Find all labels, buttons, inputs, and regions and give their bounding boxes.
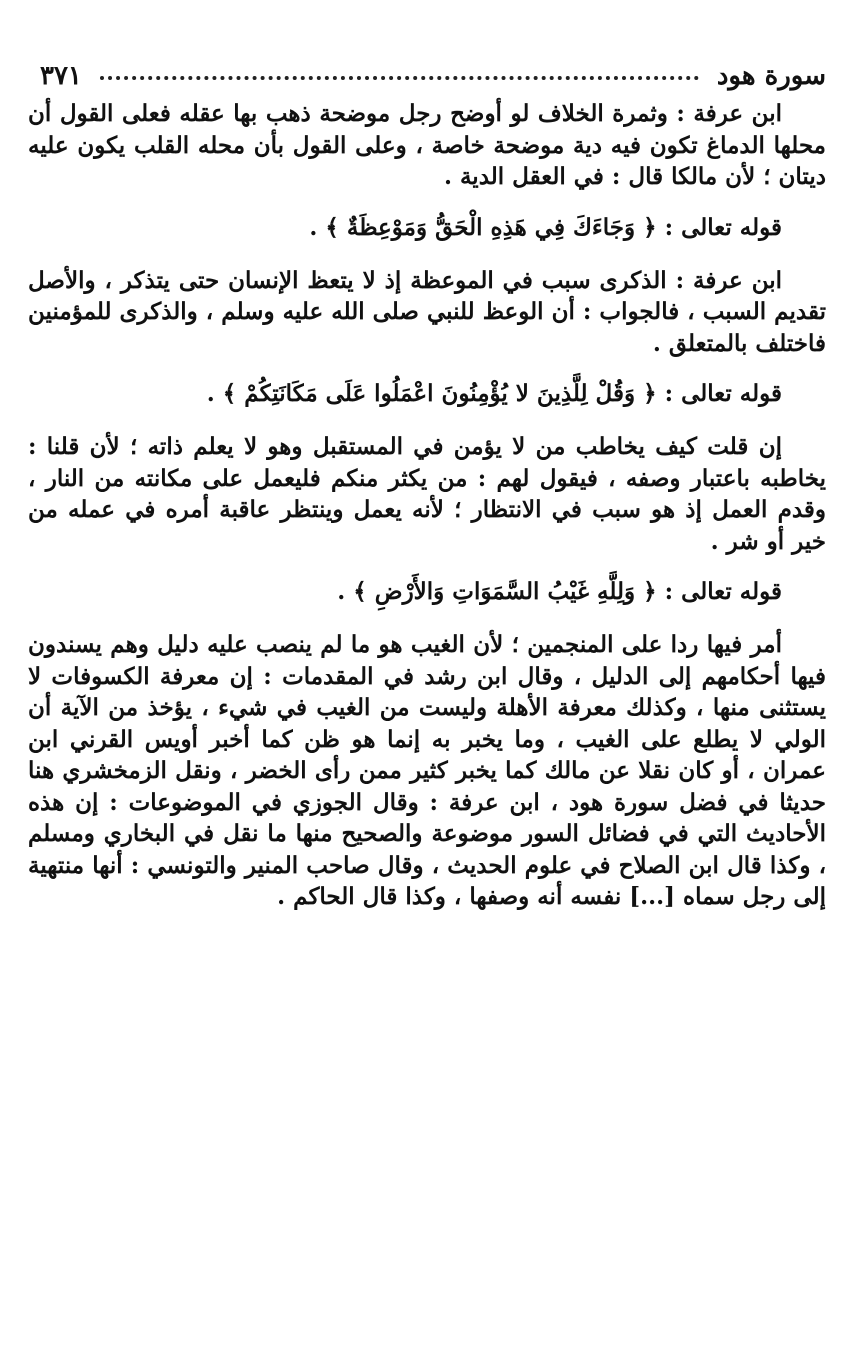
commentary-paragraph: ابن عرفة : الذكرى سبب في الموعظة إذ لا يتعظ الإنسان حتى يتذكر ، والأصل تقديم السبب ، فالجواب : أن الوعظ للنبي صلى الله عليه وسلم ، والذكرى للمؤمنين فاختلف بالمتعلق . [28,266,826,357]
page-body [28,98,826,913]
quran-verse: وَلِلَّهِ غَيْبُ السَّمَوَاتِ وَالأَرْضِ [374,578,636,605]
commentary-paragraph: إن قلت كيف يخاطب من لا يؤمن في المستقبل وهو لا يعلم ذاته ؛ لأن قلنا : يخاطبه باعتبار وصفه ، فيقول لهم : من يكثر منكم فليعمل على مكانته من النار ، وقدم العمل إذ هو سبب في الانتظار ؛ لأنه يعمل وينتظر عاقبة أمره في عمله من خير أو شر . [28,433,826,555]
ornate-bracket-open: ﴿ [643,213,657,241]
verse-intro: قوله تعالى : [664,380,782,407]
commentary-paragraph: ابن عرفة : وثمرة الخلاف لو أوضح رجل موضحة ذهب بها عقله فعلى القول أن محلها الدماغ تكون فيه دية موضحة خاصة ، وعلى القول بأن محله القلب يكون عليه ديتان ؛ لأن مالكا قال : في العقل الدية . [28,100,826,190]
quran-verse: وَجَاءَكَ فِي هَذِهِ الْحَقُّ وَمَوْعِظَةٌ [346,213,636,241]
verse-intro: قوله تعالى : [664,213,782,241]
ornate-bracket-open: ﴿ [643,380,657,407]
running-title: سورة هود [716,61,826,91]
page-number: ٣٧١ [40,61,82,91]
ornate-bracket-close: ﴾ . [309,213,339,241]
ornate-bracket-open: ﴿ [643,578,657,605]
verse-intro: قوله تعالى : [664,578,782,605]
verse-heading [28,205,826,251]
quran-verse: وَقُلْ لِلَّذِينَ لا يُؤْمِنُونَ اعْمَلُوا عَلَى مَكَانَتِكُمْ [244,380,636,407]
verse-heading [28,371,826,417]
dotted-leader [100,76,699,80]
verse-heading [28,569,826,615]
commentary-paragraph: أمر فيها ردا على المنجمين ؛ لأن الغيب هو ما لم ينصب عليه دليل وهم يسندون فيها أحكامهم إلى الدليل ، وقال ابن رشد في المقدمات : إن معرفة الكسوفات لا يستثنى منها ، وكذلك معرفة الأهلة وليست من الغيب في شيء ، يؤخذ من الآية أن الولي لا يطلع على الغيب ، وما يخبر به إنما هو ظن كما أخبر أويس القرني ابن عمران ، أو كان نقلا عن مالك كما يخبر كثير ممن رأى الخضر ، ونقل الزمخشري هنا حديثا في فضل سورة هود ، ابن عرفة : وقال الجوزي في الموضوعات : إن هذه الأحاديث التي في فضائل السور موضوعة والصحيح منها ما نقل في البخاري ومسلم ، وكذا قال ابن الصلاح في علوم الحديث ، وقال صاحب المنير والتونسي : أنها منتهية إلى رجل سماه [...] نفسه أنه وصفها ، وكذا قال الحاكم . [28,631,827,910]
page-header [40,56,826,96]
ornate-bracket-close: ﴾ . [337,578,367,605]
ornate-bracket-close: ﴾ . [206,380,237,407]
